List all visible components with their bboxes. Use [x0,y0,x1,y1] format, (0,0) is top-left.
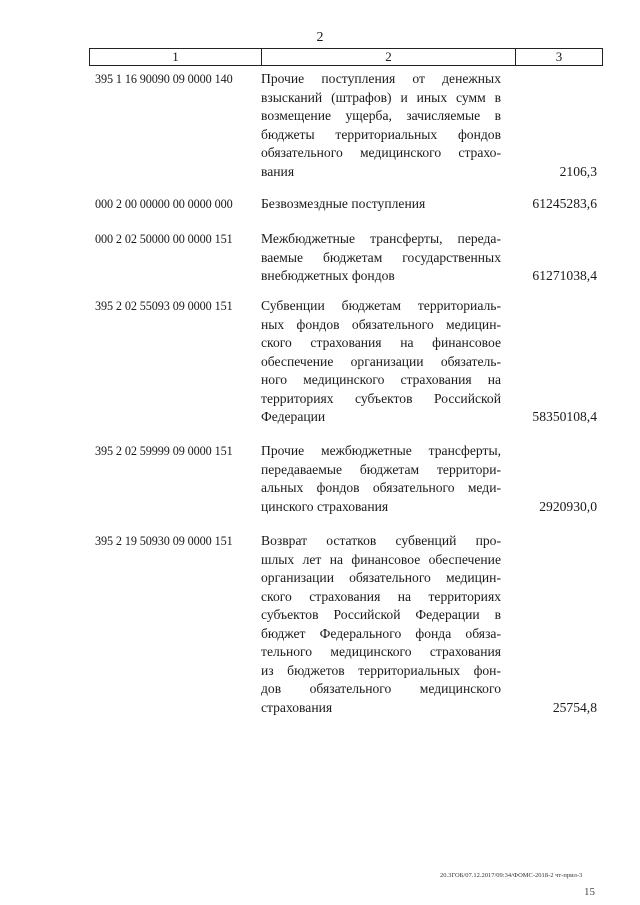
amount-value: 61271038,4 [532,268,597,283]
description-line: ваемые бюджетам государственных [261,249,501,265]
income-description [261,230,501,286]
header-col-1: 1 [90,49,262,65]
description-line: ского страхования на финансовое [261,335,501,350]
amount-value: 25754,8 [552,699,597,715]
description-line: Безвозмездные поступления [261,196,426,211]
description-line: передаваемые бюджетам территори- [261,461,501,477]
description-line: альных фондов обязательного меди- [261,480,501,495]
description-line: Федерации [261,409,326,424]
description-line: возмещение ущерба, зачисляемые в [261,108,501,123]
description-line: дов обязательного медицинского [261,681,501,696]
income-description [261,442,501,516]
table-header [89,48,603,66]
description-line: ского страхования на территориях [261,588,501,604]
description-line: территориях субъектов Российской [261,390,501,406]
description-line: Прочие межбюджетные трансферты, [261,443,501,458]
amount-value: 2920930,0 [539,498,597,514]
description-line: вания [261,163,295,179]
description-line: обеспечение организации обязатель- [261,353,501,369]
income-description [261,195,501,214]
description-line: Межбюджетные трансферты, переда- [261,231,501,246]
footer-page-number: 15 [584,886,595,898]
description-line: Возврат остатков субвенций про- [261,533,501,548]
footer-reference: 20.3ГОБ/07.12.2017/09:34/ФОМС-2018-2 чт-прил-3 [440,872,583,879]
page-number: 2 [316,30,324,45]
description-line: организации обязательного медицин- [261,570,501,585]
budget-code: 395 2 02 59999 09 0000 151 [95,444,233,458]
income-description [261,532,501,717]
budget-code: 000 2 00 00000 00 0000 000 [95,197,233,211]
description-line: взысканий (штрафов) и иных сумм в [261,89,501,105]
header-col-3: 3 [555,49,563,64]
description-line: обязательного медицинского страхо- [261,145,501,160]
description-line: ных фондов обязательного медицин- [261,316,501,332]
budget-code: 000 2 02 50000 00 0000 151 [95,232,233,246]
income-description [261,297,501,427]
description-line: из бюджетов территориальных фон- [261,662,501,678]
description-line: страхования [261,699,333,715]
description-line: Субвенции бюджетам территориаль- [261,298,501,313]
amount-value: 58350108,4 [532,409,597,424]
description-line: тельного медицинского страхования [261,644,501,659]
description-line: ного медицинского страхования на [261,372,501,387]
description-line: субъектов Российской Федерации в [261,607,501,622]
description-line: шлых лет на финансовое обеспечение [261,551,501,567]
header-col-2: 2 [262,49,516,65]
income-description [261,70,501,181]
description-line: бюджет Федерального фонда обяза- [261,625,501,641]
description-line: Прочие поступления от денежных [261,71,501,86]
description-line: бюджеты территориальных фондов [261,126,501,142]
amount-value: 61245283,6 [532,196,597,211]
budget-code: 395 2 19 50930 09 0000 151 [95,534,233,548]
description-line: цинского страхования [261,498,389,514]
budget-code: 395 1 16 90090 09 0000 140 [95,72,233,86]
amount-value: 2106,3 [559,163,597,179]
description-line: внебюджетных фондов [261,268,395,283]
budget-code: 395 2 02 55093 09 0000 151 [95,299,233,313]
